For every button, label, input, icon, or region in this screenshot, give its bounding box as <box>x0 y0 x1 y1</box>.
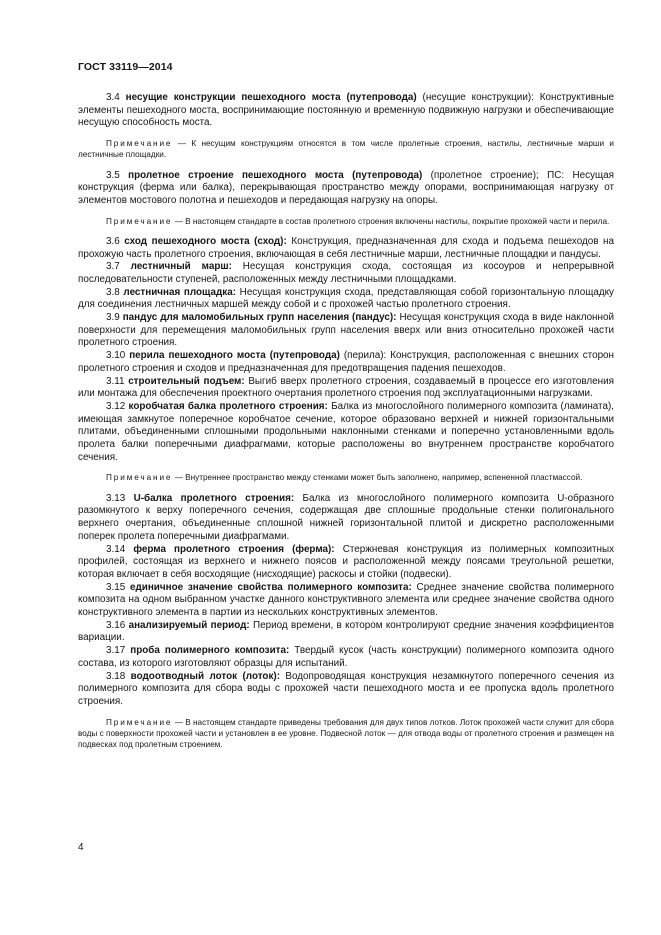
term-definition <box>78 582 614 620</box>
note <box>78 216 614 227</box>
term-text: Выгиб вверх пролетного строения, создаваемый в процессе его изготовления или монтажа для обеспечения проектного очертания пролетного строения под эксплуатационными нагрузками. <box>78 375 614 400</box>
term-definition <box>78 261 614 286</box>
note <box>78 472 614 483</box>
term-number: 3.12 <box>106 400 129 412</box>
term-name: пандус для маломобильных групп населения (пандус): <box>122 312 397 324</box>
term-definition <box>78 170 614 208</box>
term-name: проба полимерного композита: <box>130 645 290 657</box>
term-number: 3.7 <box>106 261 131 273</box>
term-text: Несущая конструкция схода, представляющая собой горизонтальную площадку для соединения лестничных маршей между собой и с прохожей частью пролетного строения. <box>78 286 614 311</box>
note-text: В настоящем стандарте в состав пролетного строения включены настилы, покрытие прохожей части и перила. <box>185 216 610 226</box>
term-number: 3.9 <box>106 312 123 324</box>
term-text: Твердый кусок (часть конструкции) полимерного композита одного состава, из которого изготовляют образцы для испытаний. <box>78 645 615 669</box>
term-text: Период времени, в котором контролируют средние значения коэффициентов вариации. <box>78 619 615 644</box>
term-number: 3.15 <box>106 581 130 593</box>
term-definition <box>78 376 614 401</box>
term-definition <box>78 312 614 350</box>
term-name: несущие конструкции пешеходного моста (путепровода) <box>125 92 417 103</box>
note-text: Внутреннее пространство между стенками может быть заполнено, например, вспененной пластмассой. <box>185 473 583 483</box>
note-dash: — <box>172 473 186 483</box>
page-number: 4 <box>78 842 84 853</box>
note-dash: — <box>172 139 192 149</box>
term-name: ферма пролетного строения (ферма): <box>133 543 335 555</box>
term-text: Несущая конструкция схода в виде наклонной поверхности для перемещения маломобильных групп населения вверх или вниз относительно прохожей части пролетного строения. <box>78 312 614 349</box>
note-text: В настоящем стандарте приведены требования для двух типов лотков. Лоток прохожей части служит для сбора воды с поверхности прохожей части и установлен в ее уровне. Подвесной лоток — для отвода воды от пролетного строения и размещен на подвесках под пролетным строением. <box>78 717 614 750</box>
term-name: U-балка пролетного строения: <box>133 492 295 504</box>
note-label: Примечание <box>106 139 173 149</box>
term-definition <box>78 493 614 544</box>
term-text: Среднее значение свойства полимерного композита на одном выбранном участке данного конструктивного элемента или среднее значение свойства одного конструктивного элемента в партии из нескольких конструктивных элементов. <box>78 581 614 619</box>
term-text: Балка из многослойного полимерного композита U-образного разомкнутого к верху поперечного сечения, содержащая две сплошные продольные стенки полигонального верхнего очертания, объединенные сплошной нижней горизонтальной плитой и дискретно расположенными поперек пролета поперечными диафрагмами. <box>78 492 614 542</box>
term-text: Конструкция, предназначенная для схода и подъема пешеходов на прохожую часть пролетного строения, включающая в себя лестничные марши, лестничные площадки и пандусы. <box>78 235 614 260</box>
term-name: пролетное строение пешеходного моста (путепровода) <box>128 169 423 181</box>
term-definition <box>78 544 614 582</box>
term-definition <box>78 350 614 375</box>
note-label: Примечание <box>106 473 173 483</box>
note-text: К несущим конструкциям относятся в том числе пролетные строения, настилы, лестничные марши и лестничные площадки. <box>78 139 614 160</box>
term-number: 3.14 <box>106 543 134 555</box>
term-definition <box>78 671 614 709</box>
term-text: Несущая конструкция схода, состоящая из косоуров и непрерывной последовательности ступеней, расположенных между лестничными площадками. <box>78 261 614 285</box>
term-name: коробчатая балка пролетного строения: <box>128 400 328 412</box>
note-dash: — <box>172 717 186 727</box>
term-text: Балка из многослойного полимерного композита (ламината), имеющая замкнутое поперечное коробчатое сечение, которое образовано верхней и нижней горизонтальными плитами, объединенными сплошными продольными наклонными стенками и поперечно установленными вдоль пролета балки поперечными диафрагмами, которые расположены во внутреннем пространстве коробчатого сечения. <box>78 400 614 463</box>
term-number: 3.5 <box>106 169 129 181</box>
term-number: 3.10 <box>106 350 130 362</box>
term-number: 3.6 <box>106 235 125 247</box>
term-definition <box>78 620 614 645</box>
term-name: единичное значение свойства полимерного композита: <box>130 581 412 593</box>
note-dash: — <box>172 216 186 226</box>
term-name: лестничная площадка: <box>123 286 236 298</box>
term-text: Стержневая конструкция из полимерных композитных профилей, состоящая из верхнего и нижнего поясов и расположенной между поясами треугольной решетки, которая включает в себя восходящие (нисходящие) раскосы и стойки (подвески). <box>78 543 615 580</box>
term-definition <box>78 236 614 261</box>
term-definition <box>78 92 614 130</box>
term-name: перила пешеходного моста (путепровода) <box>129 350 340 362</box>
term-number: 3.4 <box>106 92 126 103</box>
term-name: лестничный марш: <box>130 261 232 273</box>
terms-section <box>78 92 614 750</box>
term-text: (перила): Конструкция, расположенная с внешних сторон пролетного строения и сходов и предназначенная для предотвращения падения пешеходов. <box>78 350 615 374</box>
term-definition <box>78 287 614 312</box>
term-number: 3.8 <box>106 286 124 298</box>
term-number: 3.13 <box>106 492 134 504</box>
term-number: 3.18 <box>106 670 131 682</box>
note <box>78 138 614 160</box>
term-text: Водопроводящая конструкция незамкнутого поперечного сечения из полимерного композита для сбора воды с прохожей части пешеходного моста и ее пропуска вдоль пролетного строения. <box>78 670 614 707</box>
note-label: Примечание <box>106 216 173 226</box>
standard-designation: ГОСТ 33119—2014 <box>78 61 173 73</box>
term-definition <box>78 401 614 465</box>
term-definition <box>78 645 614 670</box>
term-name: строительный подъем: <box>128 375 245 387</box>
note <box>78 717 614 751</box>
note-label: Примечание <box>106 717 173 727</box>
term-number: 3.11 <box>106 375 129 387</box>
term-name: анализируемый период: <box>128 619 250 631</box>
term-number: 3.17 <box>106 645 131 657</box>
term-number: 3.16 <box>106 619 129 631</box>
term-text: (пролетное строение); ПС: Несущая конструкция (ферма или балка), перекрывающая пространство между опорами, воспринимающая нагрузку от элементов мостового полотна и пешеходов и передающая нагрузку на опоры. <box>78 169 614 206</box>
term-name: водоотводный лоток (лоток): <box>130 670 280 682</box>
term-text: (несущие конструкции): Конструктивные элементы пешеходного моста, воспринимающие постоянную и временную подвижную нагрузки и обеспечивающие несущую способность моста. <box>78 92 614 129</box>
term-name: сход пешеходного моста (сход): <box>124 235 287 247</box>
